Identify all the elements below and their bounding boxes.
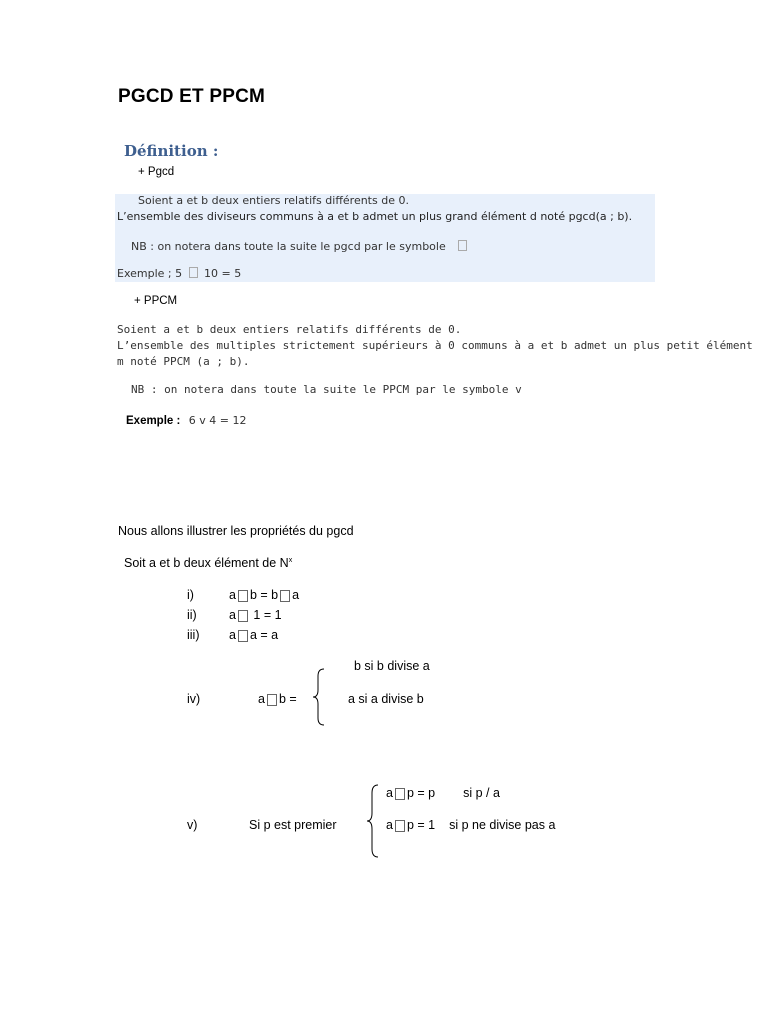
property-ii-mid: 1 = 1 xyxy=(249,608,282,622)
property-v-case-2-a: a xyxy=(386,818,393,832)
definition-heading: Définition : xyxy=(124,142,219,160)
pgcd-operator-icon xyxy=(238,630,248,642)
pgcd-operator-icon xyxy=(395,820,405,832)
property-i-left: a xyxy=(229,588,236,602)
property-iv-case-1: b si b divise a xyxy=(354,659,430,673)
left-brace-icon xyxy=(366,784,380,858)
ppcm-line-1: Soient a et b deux entiers relatifs différents de 0. xyxy=(117,323,462,336)
property-iv-lhs-b: b = xyxy=(278,692,297,706)
pgcd-operator-icon xyxy=(238,610,248,622)
property-iii-mid: a = a xyxy=(249,628,279,642)
ppcm-nb: NB : on notera dans toute la suite le PPCM par le symbole v xyxy=(131,383,522,396)
property-i-expr xyxy=(229,588,299,602)
property-ii-expr xyxy=(229,608,282,622)
pgcd-symbol-icon xyxy=(458,240,467,251)
pgcd-definition-box xyxy=(115,194,655,282)
property-iv-case-2: a si a divise b xyxy=(348,692,424,706)
property-v-case-1-condition: si p / a xyxy=(463,786,500,800)
pgcd-nb-row xyxy=(131,237,469,255)
property-v-case-1-b: p = p xyxy=(406,786,436,800)
properties-soit xyxy=(124,556,292,570)
pgcd-operator-icon xyxy=(280,590,290,602)
pgcd-example-suffix: 10 = 5 xyxy=(204,267,242,280)
pgcd-example-prefix: Exemple ; 5 xyxy=(117,267,183,280)
property-ii-num: ii) xyxy=(187,608,197,622)
property-v-case-2 xyxy=(386,818,555,832)
property-v-case-1-a: a xyxy=(386,786,393,800)
property-i-right: a xyxy=(292,588,300,602)
property-i-mid: b = b xyxy=(249,588,279,602)
ppcm-example-value: 6 v 4 = 12 xyxy=(188,414,247,427)
pgcd-line-2: L’ensemble des diviseurs communs à a et b admet un plus grand élément d noté pgcd(a ; b). xyxy=(117,210,633,223)
property-iv-lhs-a: a xyxy=(258,692,265,706)
left-brace-icon xyxy=(312,668,326,726)
soit-superscript: x xyxy=(288,556,293,564)
property-v-case-1 xyxy=(386,786,500,800)
property-i-num: i) xyxy=(187,588,194,602)
ppcm-example-row xyxy=(126,411,247,429)
page-title: PGCD ET PPCM xyxy=(118,86,266,107)
property-iv-num: iv) xyxy=(187,692,201,706)
ppcm-bullet: + PPCM xyxy=(134,295,178,307)
property-v-condition: Si p est premier xyxy=(249,818,337,832)
pgcd-operator-icon xyxy=(238,590,248,602)
pgcd-nb-text: NB : on notera dans toute la suite le pgcd par le symbole xyxy=(131,240,446,253)
pgcd-operator-icon xyxy=(189,267,198,278)
property-iii-num: iii) xyxy=(187,628,200,642)
ppcm-line-3: m noté PPCM (a ; b). xyxy=(117,355,250,368)
property-iv-lhs xyxy=(258,692,297,706)
property-iii-left: a xyxy=(229,628,236,642)
pgcd-example-row xyxy=(117,264,241,282)
property-ii-left: a xyxy=(229,608,236,622)
property-iii-expr xyxy=(229,628,278,642)
soit-text: Soit a et b deux élément de N xyxy=(124,556,289,570)
property-v-case-2-b: p = 1 xyxy=(406,818,436,832)
pgcd-line-1: Soient a et b deux entiers relatifs différents de 0. xyxy=(138,194,409,207)
pgcd-operator-icon xyxy=(395,788,405,800)
property-v-num: v) xyxy=(187,818,198,832)
properties-intro: Nous allons illustrer les propriétés du pgcd xyxy=(118,524,354,538)
property-v-case-2-condition: si p ne divise pas a xyxy=(449,818,556,832)
pgcd-operator-icon xyxy=(267,694,277,706)
ppcm-line-2: L’ensemble des multiples strictement supérieurs à 0 communs à a et b admet un plus petit élément xyxy=(117,339,753,352)
pgcd-bullet: + Pgcd xyxy=(138,166,175,178)
ppcm-example-label: Exemple : xyxy=(126,415,181,427)
